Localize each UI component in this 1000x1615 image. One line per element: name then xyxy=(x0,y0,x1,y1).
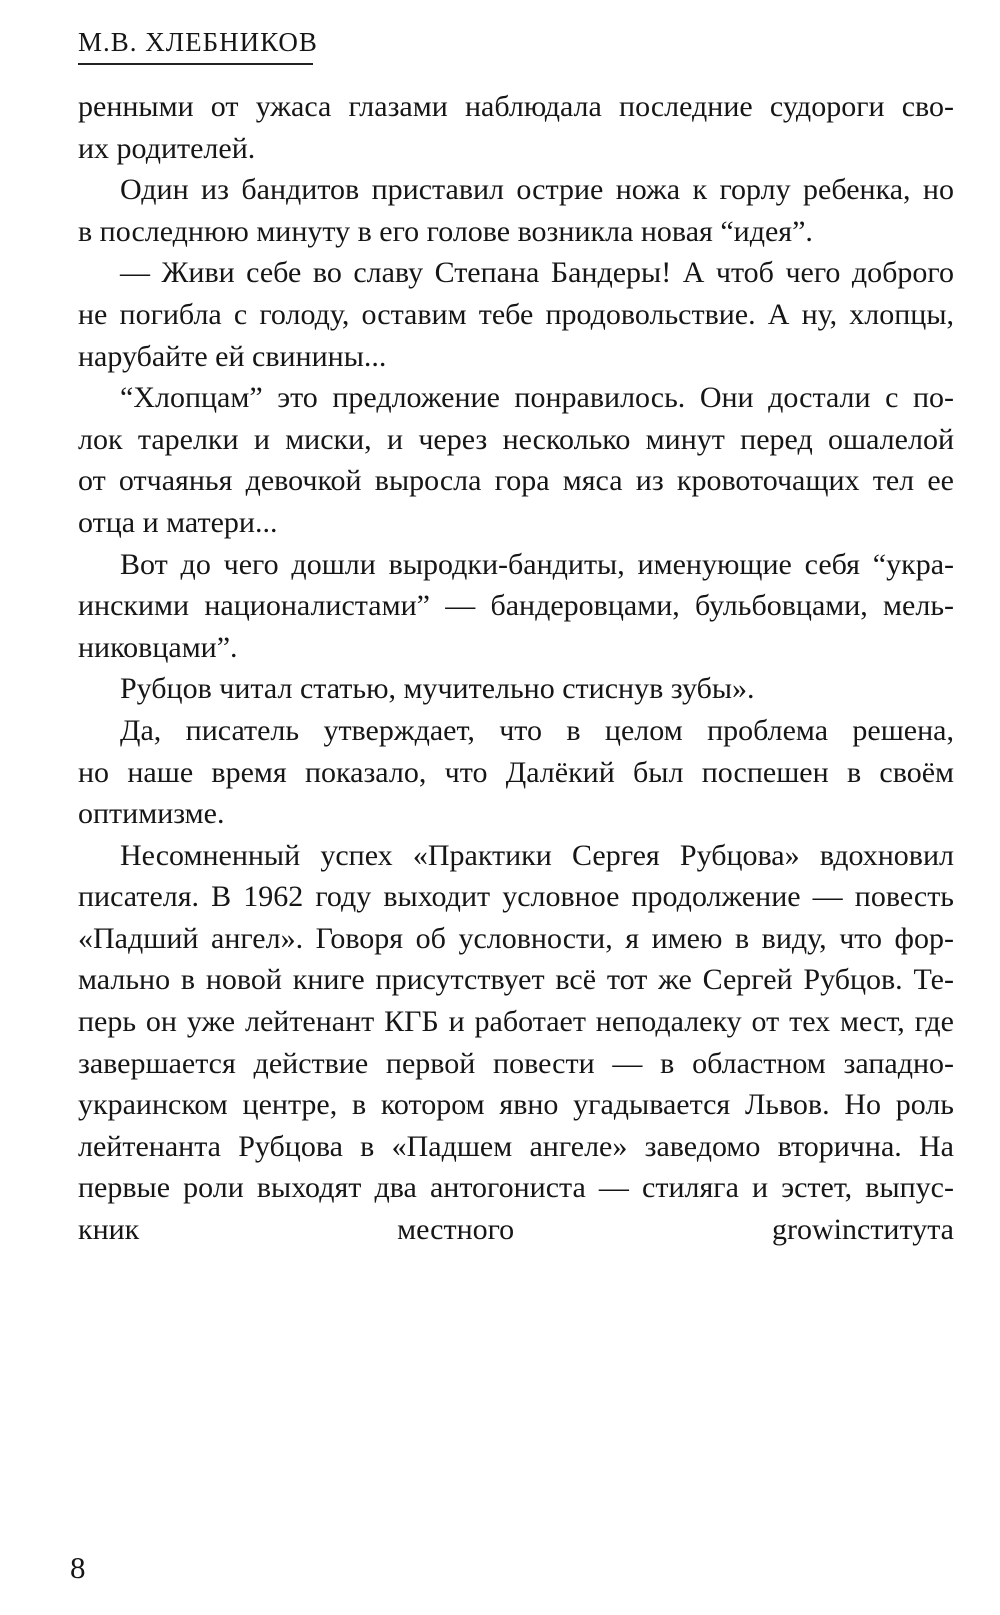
text-line: писателя. В 1962 году выходит условное продолжение — повесть xyxy=(78,880,954,914)
text-line xyxy=(78,1375,954,1417)
text-line: Несомненный успех «Практики Сергея Рубцова» вдохновил xyxy=(120,838,954,872)
text-line: от отчаянья девочкой выросла гора мяса из кровоточащих тел ее xyxy=(78,464,954,498)
text-line: их родителей. xyxy=(78,131,256,165)
text-line: Вот до чего дошли выродки-бандиты, именующие себя “укра- xyxy=(120,547,954,581)
text-line: завершается действие первой повести — в областном западно- xyxy=(78,1046,954,1080)
text-line xyxy=(78,1292,954,1334)
text-line: нарубайте ей свинины... xyxy=(78,339,387,373)
text-line: «Падший ангел». Говоря об условности, я имею в виду, что фор- xyxy=(78,921,954,955)
text-line xyxy=(78,1459,954,1501)
text-line: инскими националистами” — бандеровцами, бульбовцами, мель- xyxy=(78,589,954,623)
running-title: М.В. ХЛЕБНИКОВ xyxy=(78,27,318,57)
text-line: лейтенанта Рубцова в «Падшем ангеле» заведомо вторична. На xyxy=(78,1129,954,1163)
text-line: “Хлопцам” это предложение понравилось. Они достали с по- xyxy=(120,381,954,415)
text-line: перь он уже лейтенант КГБ и работает неподалеку от тех мест, где xyxy=(78,1005,954,1039)
text-line: мально в новой книге присутствует всё тот же Сергей Рубцов. Те- xyxy=(78,963,954,997)
text-line: украинском центре, в котором явно угадывается Львов. Но роль xyxy=(78,1088,954,1122)
text-line xyxy=(78,1251,954,1293)
text-line: ренными от ужаса глазами наблюдала последние судороги сво- xyxy=(78,90,954,123)
header-rule xyxy=(78,63,313,65)
text-line xyxy=(78,1334,954,1376)
text-line xyxy=(78,1500,954,1542)
text-line: первые роли выходят два антогониста — стиляга и эстет, выпус- xyxy=(78,1171,954,1205)
text-line: но наше время показало, что Далёкий был поспешен в своём xyxy=(78,755,954,789)
text-line: Да, писатель утверждает, что в целом проблема решена, xyxy=(120,713,954,747)
text-line: не погибла с голоду, оставим тебе продовольствие. А ну, хлопцы, xyxy=(78,297,954,331)
text-line: Один из бандитов приставил острие ножа к горлу ребенка, но xyxy=(120,173,954,207)
page-number: 8 xyxy=(70,1550,86,1585)
text-line xyxy=(78,1417,954,1459)
text-line: никовцами”. xyxy=(78,630,238,664)
text-line: оптимизме. xyxy=(78,797,225,831)
text-line: в последнюю минуту в его голове возникла новая “идея”. xyxy=(78,214,813,248)
text-line: лок тарелки и миски, и через несколько минут перед ошалелой xyxy=(78,422,954,456)
text-line: кник местного growinститута xyxy=(78,1213,954,1247)
text-line: отца и матери... xyxy=(78,505,278,539)
body-text xyxy=(78,86,954,1542)
text-line: — Живи себе во славу Степана Бандеры! А чтоб чего доброго xyxy=(120,256,954,290)
text-line: Рубцов читал статью, мучительно стиснув зубы». xyxy=(120,672,755,706)
